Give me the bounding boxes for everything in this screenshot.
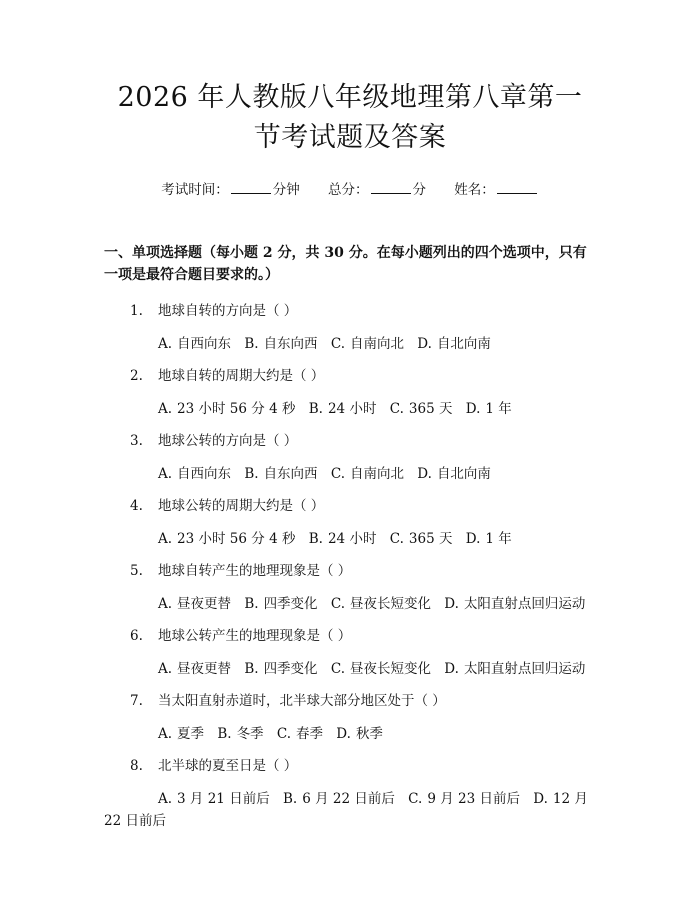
question-text: 地球自转的周期大约是（ ） (158, 368, 325, 384)
exam-time-blank[interactable] (231, 181, 271, 194)
option-b[interactable]: B. 四季变化 (244, 661, 318, 677)
page-title: 2026 年人教版八年级地理第八章第一节考试题及答案 (117, 82, 583, 153)
option-b[interactable]: B. 自东向西 (244, 336, 318, 352)
option-d[interactable]: D. 1 年 (465, 531, 512, 547)
exam-time-unit: 分钟 (272, 182, 300, 198)
question-4-options (104, 528, 596, 550)
question-6 (104, 626, 596, 646)
option-c[interactable]: C. 365 天 (389, 531, 453, 547)
question-number: 8. (130, 758, 143, 774)
total-score-field (328, 180, 426, 200)
option-b[interactable]: B. 四季变化 (244, 596, 318, 612)
option-d[interactable]: D. 秋季 (336, 726, 383, 742)
question-6-options (104, 658, 596, 680)
question-text: 地球自转的方向是（ ） (158, 303, 298, 319)
name-field (454, 180, 539, 200)
option-a[interactable]: A. 昼夜更替 (158, 596, 232, 612)
option-c[interactable]: C. 9 月 23 日前后 (408, 791, 520, 807)
option-c[interactable]: C. 昼夜长短变化 (330, 661, 431, 677)
option-d[interactable]: D. 太阳直射点回归运动 (444, 596, 586, 612)
option-a[interactable]: A. 23 小时 56 分 4 秒 (158, 531, 296, 547)
section-heading: 一、单项选择题（每小题 2 分，共 30 分。在每小题列出的四个选项中，只有一项是最符合题目要求的。） (104, 245, 587, 283)
total-score-blank[interactable] (371, 181, 411, 194)
name-label: 姓名： (454, 182, 495, 198)
exam-meta (104, 180, 596, 200)
option-d[interactable]: D. 自北向南 (417, 336, 491, 352)
option-a[interactable]: A. 3 月 21 日前后 (158, 791, 270, 807)
option-a[interactable]: A. 自西向东 (158, 336, 232, 352)
question-2 (104, 366, 596, 386)
question-2-options (104, 398, 596, 420)
question-text: 当太阳直射赤道时，北半球大部分地区处于（ ） (158, 693, 446, 709)
option-a[interactable]: A. 夏季 (158, 726, 205, 742)
question-4 (104, 496, 596, 516)
option-b[interactable]: B. 6 月 22 日前后 (283, 791, 395, 807)
question-text: 地球公转的方向是（ ） (158, 433, 298, 449)
question-1 (104, 301, 596, 321)
option-b[interactable]: B. 冬季 (217, 726, 264, 742)
option-c[interactable]: C. 春季 (276, 726, 323, 742)
option-c[interactable]: C. 昼夜长短变化 (330, 596, 431, 612)
question-text: 地球公转的周期大约是（ ） (158, 498, 325, 514)
question-1-options (104, 333, 596, 355)
option-a[interactable]: A. 23 小时 56 分 4 秒 (158, 401, 296, 417)
option-b[interactable]: B. 24 小时 (308, 531, 377, 547)
option-d[interactable]: D. 1 年 (465, 401, 512, 417)
option-d[interactable]: D. 太阳直射点回归运动 (444, 661, 586, 677)
exam-time-label: 考试时间： (161, 182, 229, 198)
option-b[interactable]: B. 24 小时 (308, 401, 377, 417)
option-c[interactable]: C. 365 天 (389, 401, 453, 417)
question-8 (104, 756, 596, 776)
option-c[interactable]: C. 自南向北 (330, 466, 404, 482)
question-number: 6. (130, 628, 143, 644)
question-number: 2. (130, 368, 143, 384)
question-3-options (104, 463, 596, 485)
option-d[interactable]: D. 自北向南 (417, 466, 491, 482)
question-number: 5. (130, 563, 143, 579)
name-blank[interactable] (497, 181, 537, 194)
question-8-options (104, 788, 596, 832)
question-7 (104, 691, 596, 711)
option-a[interactable]: A. 自西向东 (158, 466, 232, 482)
option-b[interactable]: B. 自东向西 (244, 466, 318, 482)
question-number: 7. (130, 693, 143, 709)
total-score-label: 总分： (328, 182, 369, 198)
total-score-unit: 分 (412, 182, 426, 198)
question-text: 北半球的夏至日是（ ） (158, 758, 298, 774)
option-d[interactable]: D. 12 月 22 日前后 (104, 791, 588, 829)
question-text: 地球公转产生的地理现象是（ ） (158, 628, 352, 644)
question-3 (104, 431, 596, 451)
question-5 (104, 561, 596, 581)
question-number: 3. (130, 433, 143, 449)
option-c[interactable]: C. 自南向北 (330, 336, 404, 352)
question-text: 地球自转产生的地理现象是（ ） (158, 563, 352, 579)
exam-time-field (161, 180, 300, 200)
option-a[interactable]: A. 昼夜更替 (158, 661, 232, 677)
question-number: 1. (130, 303, 143, 319)
question-5-options (104, 593, 596, 615)
question-list (104, 301, 596, 832)
question-7-options (104, 723, 596, 745)
question-number: 4. (130, 498, 143, 514)
